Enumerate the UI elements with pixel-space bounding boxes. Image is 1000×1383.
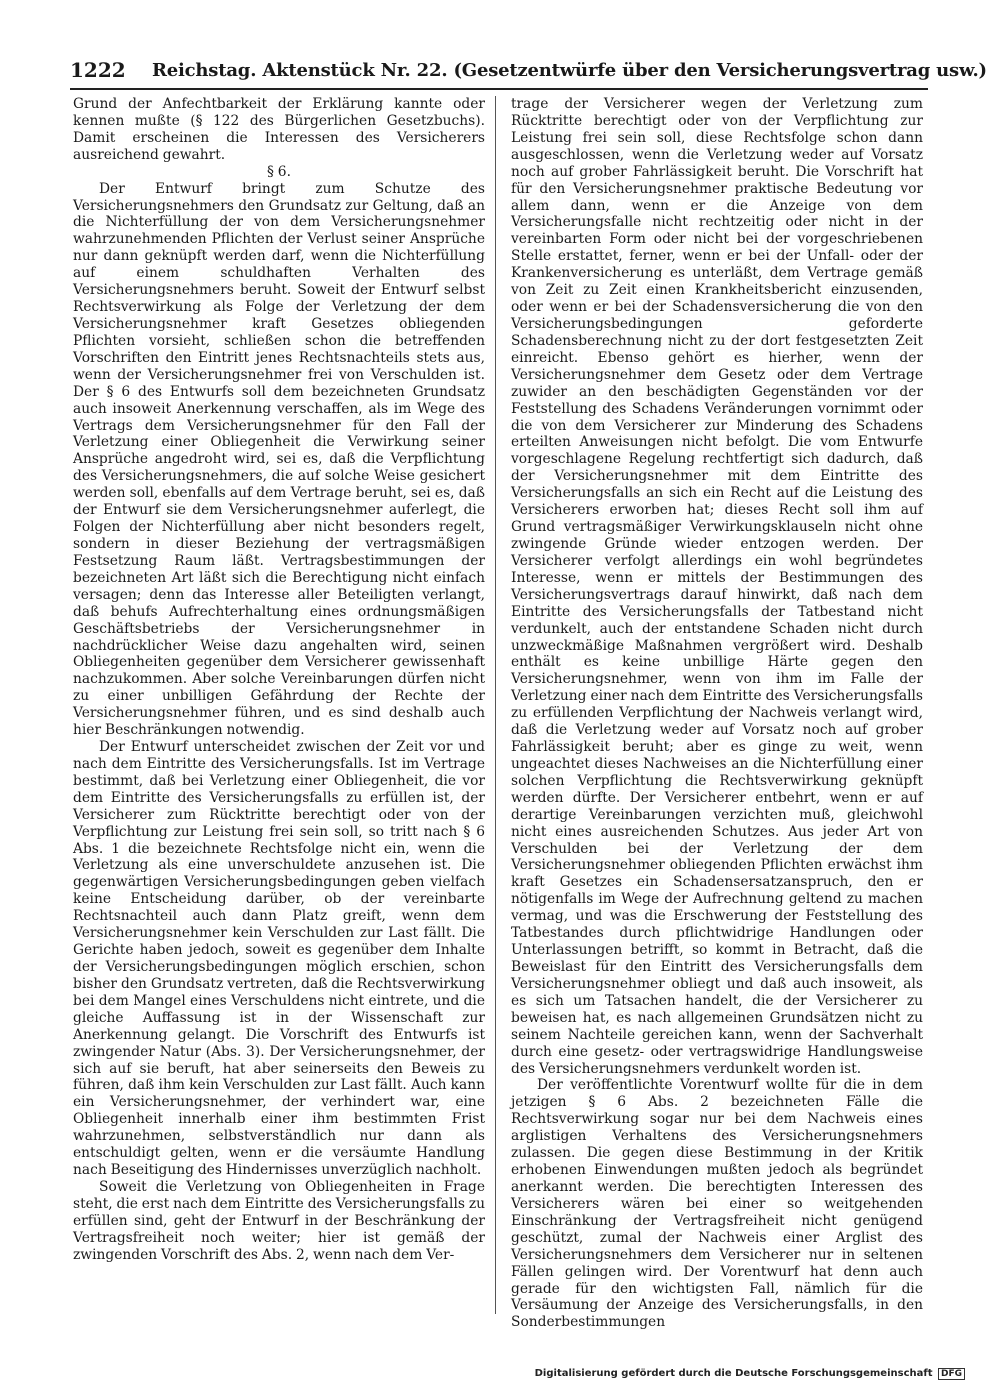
header-rule: [70, 88, 928, 90]
paragraph: Der Entwurf bringt zum Schutze des Versicherungsnehmers den Grundsatz zur Geltung, daß an die Nichterfüllung der von dem Versicherungsnehmer wahrzunehmenden Pflichten der Verlust seiner Ansprüche nur dann geknüpft werden darf, wenn die Nichterfüllung auf einem schuldhaften Verhalten des Versicherungsnehmers beruht. Soweit der Entwurf selbst Rechtsverwirkung als Folge der Verletzung der dem Versicherungsnehmer kraft Gesetzes obliegenden Pflichten vorsieht, schließen schon die betreffenden Vorschriften den Eintritt jenes Rechtsnachteils stets aus, wenn der Versicherungsnehmer frei von Verschulden ist. Der § 6 des Entwurfs soll dem bezeichneten Grundsatz auch insoweit Anerkennung verschaffen, als im Wege des Vertrags dem Versicherungsnehmer für den Fall der Verletzung einer Obliegenheit die Verwirkung seiner Ansprüche angedroht wird, sei es, daß die Verpflichtung des Versicherungsnehmers, die auf solche Weise gesichert werden soll, ebenfalls auf dem Vertrage beruht, sei es, daß der Entwurf sie dem Versicherungsnehmer auferlegt, die Folgen der Nichterfüllung aber nicht besonders regelt, sondern in dieser Beziehung der vertragsmäßigen Festsetzung Raum läßt. Vertragsbestimmungen der bezeichneten Art läßt sich die Berechtigung nicht einfach versagen; denn das Interesse aller Beteiligten verlangt, daß behufs Aufrechterhaltung eines ordnungsmäßigen Geschäftsbetriebs der Versicherungsnehmer in nachdrücklicher Weise dazu angehalten wird, seinen Obliegenheiten gegenüber dem Versicherer gewissenhaft nachzukommen. Aber solche Vereinbarungen dürfen nicht zu einer unbilligen Gefährdung der Rechte der Versicherungsnehmer führen, und es sind deshalb auch hier Beschränkungen notwendig.: [73, 180, 485, 739]
digitization-footer: [535, 1368, 965, 1380]
left-column: [73, 96, 485, 1264]
paragraph: trage der Versicherer wegen der Verletzung zum Rücktritte berechtigt oder von der Verpflichtung zur Leistung frei sein soll, diese Rechtsfolge schon dann ausgeschlossen, wenn die Verletzung weder auf Vorsatz noch auf grober Fahrlässigkeit beruht. Die Vorschrift hat für den Versicherungsnehmer praktische Bedeutung vor allem dann, wenn er die Anzeige von dem Versicherungsfalle nicht rechtzeitig oder nicht in der vereinbarten Form oder nicht bei der vorgeschriebenen Stelle erstattet, ferner, wenn er bei der Unfall- oder der Krankenversicherung es unterläßt, dem Vertrage gemäß von Zeit zu Zeit einen Krankheitsbericht einzusenden, oder wenn er bei der Schadensversicherung die von den Versicherungsbedingungen geforderte Schadensberechnung nicht zu der dort festgesetzten Zeit einreicht. Ebenso gehört es hierher, wenn der Versicherungsnehmer dem Gesetz oder dem Vertrage zuwider an den beschädigten Gegenständen vor der Feststellung des Schadens Veränderungen vornimmt oder die von dem Versicherer zur Minderung des Schadens erteilten Anweisungen nicht befolgt. Die vom Entwurfe vorgeschlagene Regelung rechtfertigt sich dadurch, daß der Versicherungsnehmer mit dem Eintritte des Versicherungsfalls an sich ein Recht auf die Leistung des Versicherers erworben hat; dieses Recht soll ihm auf Grund vertragsmäßiger Verwirkungsklauseln nicht ohne zwingende Gründe wieder entzogen werden. Der Versicherer verfolgt allerdings ein wohl begründetes Interesse, wenn er mittels der Bestimmungen des Versicherungsvertrags darauf hinwirkt, daß nach dem Eintritte des Versicherungsfalls der Tatbestand nicht verdunkelt, auch der entstandene Schaden nicht durch unzweckmäßige Maßnahmen vergrößert wird. Deshalb enthält es keine unbillige Härte gegen den Versicherungsnehmer, wenn von ihm im Falle der Verletzung einer nach dem Eintritte des Versicherungsfalls zu erfüllenden Verpflichtung der Nachweis verlangt wird, daß die Verletzung weder auf Vorsatz noch auf grober Fahrlässigkeit beruht; aber es ginge zu weit, wenn ungeachtet dieses Nachweises an die Nichterfüllung einer solchen Verpflichtung die Rechtsverwirkung geknüpft werden dürfte. Der Versicherer entbehrt, wenn er auf derartige Vereinbarungen verzichten muß, gleichwohl nicht eines ausreichenden Schutzes. Aus jeder Art von Verschulden bei der Verletzung der dem Versicherungsnehmer obliegenden Pflichten erwächst ihm kraft Gesetzes ein Schadensersatzanspruch, den er nötigenfalls im Wege der Aufrechnung geltend zu machen vermag, und was die Erschwerung der Feststellung des Tatbestandes durch pflichtwidrige Handlungen oder Unterlassungen betrifft, so kommt in Betracht, daß die Beweislast für den Eintritt des Versicherungsfalls dem Versicherungsnehmer obliegt und daß auch insoweit, als es sich um Tatsachen handelt, die der Versicherer zu beweisen hat, es nach allgemeinen Grundsätzen nicht zu seinem Nachteile gereichen kann, wenn der Sachverhalt durch eine gesetz- oder vertragswidrige Handlungsweise des Versicherungsnehmers verdunkelt worden ist.: [511, 96, 923, 1077]
paragraph: Der veröffentlichte Vorentwurf wollte für die in dem jetzigen § 6 Abs. 2 bezeichneten Fälle die Rechtsverwirkung sogar nur bei dem Nachweis eines arglistigen Verhaltens des Versicherungsnehmers zulassen. Die gegen diese Bestimmung in der Kritik erhobenen Einwendungen mußten jedoch als begründet anerkannt werden. Die berechtigten Interessen des Versicherers wären bei einer so weitgehenden Einschränkung der Vertragsfreiheit nicht genügend geschützt, zumal der Nachweis einer Arglist des Versicherungsnehmers dem Versicherer nur in seltenen Fällen gelingen wird. Der Vorentwurf hat denn auch gerade für den wichtigsten Fall, nämlich für die Versäumung der Anzeige des Versicherungsfalls, in den Sonderbestimmungen: [511, 1077, 923, 1331]
footer-text: Digitalisierung gefördert durch die Deutsche Forschungsgemeinschaft: [534, 1368, 933, 1379]
paragraph: Grund der Anfechtbarkeit der Erklärung kannte oder kennen mußte (§ 122 des Bürgerlichen Gesetzbuchs). Damit erscheinen die Interessen des Versicherers ausreichend gewahrt.: [73, 96, 485, 163]
page-header: [70, 58, 987, 88]
section-heading: § 6.: [267, 163, 291, 180]
dfg-logo: DFG: [938, 1368, 965, 1380]
paragraph: Soweit die Verletzung von Obliegenheiten in Frage steht, die erst nach dem Eintritte des Versicherungsfalls zu erfüllen sind, geht der Entwurf in der Beschränkung der Vertragsfreiheit noch weiter; hier ist gemäß der zwingenden Vorschrift des Abs. 2, wenn nach dem Ver-: [73, 1179, 485, 1263]
page-number: 1222: [70, 58, 126, 82]
paragraph: Der Entwurf unterscheidet zwischen der Zeit vor und nach dem Eintritte des Versicherungsfalls. Ist im Vertrage bestimmt, daß bei Verletzung einer Obliegenheit, die vor dem Eintritte des Versicherungsfalls zu erfüllen ist, der Versicherer zum Rücktritte berechtigt oder von der Verpflichtung zur Leistung frei sein soll, so tritt nach § 6 Abs. 1 die bezeichnete Rechtsfolge nicht ein, wenn die Verletzung als eine unverschuldete anzusehen ist. Die gegenwärtigen Versicherungsbedingungen geben vielfach keine Entscheidung darüber, ob der vereinbarte Rechtsnachteil auch dann Platz greift, wenn dem Versicherungsnehmer kein Verschulden zur Last fällt. Die Gerichte haben jedoch, soweit es gegenüber dem Inhalte der Versicherungsbedingungen möglich erschien, schon bisher den Grundsatz vertreten, daß die Rechtsverwirkung bei dem Mangel eines Verschuldens nicht eintrete, und die gleiche Auffassung ist in der Wissenschaft zur Anerkennung gelangt. Die Vorschrift des Entwurfs ist zwingender Natur (Abs. 3). Der Versicherungsnehmer, der sich auf sie beruft, hat aber seinerseits den Beweis zu führen, daß ihm kein Verschulden zur Last fällt. Auch kann ein Versicherungsnehmer, der verhindert war, eine Obliegenheit innerhalb einer ihm bestimmten Frist wahrzunehmen, selbstverständlich nur dann als entschuldigt gelten, wenn er die versäumte Handlung nach Beseitigung des Hindernisses unverzüglich nachholt.: [73, 739, 485, 1179]
right-column: [511, 96, 923, 1331]
column-divider: [495, 96, 496, 1314]
running-title: Reichstag. Aktenstück Nr. 22. (Gesetzentwürfe über den Versicherungsvertrag usw.): [152, 60, 987, 81]
